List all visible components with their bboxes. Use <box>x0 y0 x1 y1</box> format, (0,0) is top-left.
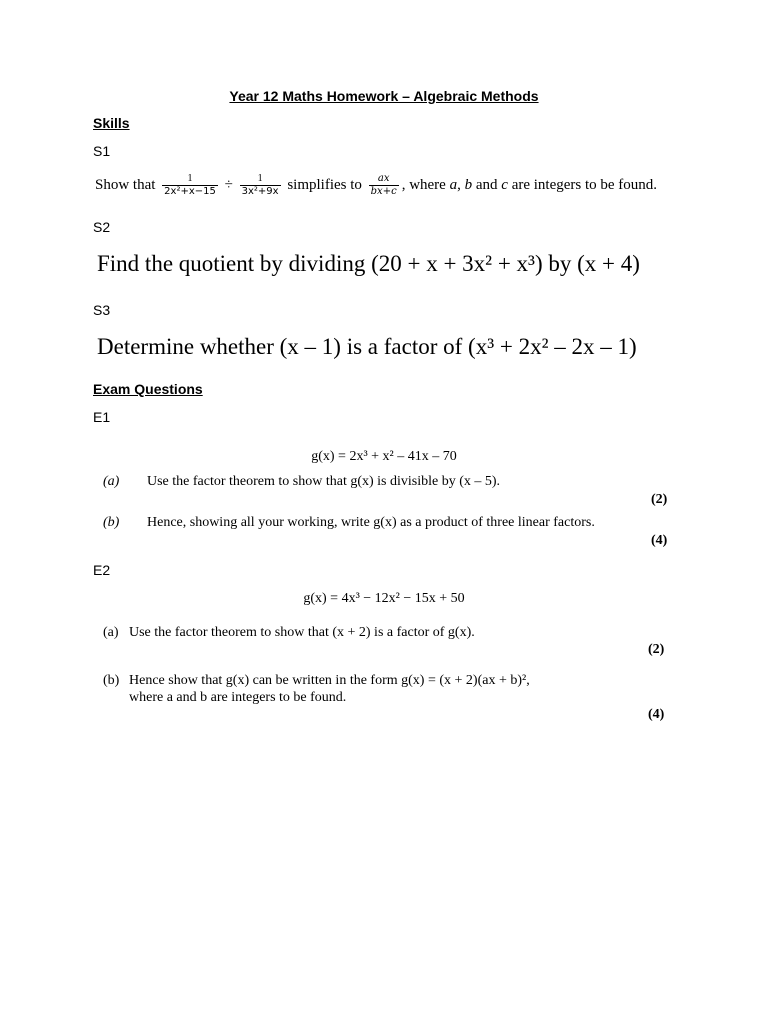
s2-question: Find the quotient by dividing (20 + x + 3x² + x³) by (x + 4) <box>97 251 640 276</box>
s1-question <box>95 168 657 202</box>
e1-equation: g(x) = 2x³ + x² – 41x – 70 <box>311 449 457 464</box>
s1-var-b: b <box>464 177 473 193</box>
s1-fraction-3 <box>369 173 399 198</box>
s1-fraction-3-denominator: bx+c <box>370 186 397 198</box>
s1-comma: , <box>457 177 465 193</box>
question-label-s3: S3 <box>93 302 111 318</box>
question-label-e2: E2 <box>93 562 111 578</box>
e1-part-a-text: Use the factor theorem to show that g(x) is divisible by (x – 5). <box>147 474 501 489</box>
e1-part-b-marks: (4) <box>651 533 668 548</box>
question-label-s1: S1 <box>93 143 111 159</box>
s1-fraction-1-numerator: 1 <box>162 173 218 186</box>
e2-part-a-marks: (2) <box>648 642 665 657</box>
s1-simplifies-to: simplifies to <box>287 177 362 193</box>
s1-tail: are integers to be found. <box>507 177 658 193</box>
page-title: Year 12 Maths Homework – Algebraic Methods <box>229 88 539 104</box>
e1-part-a-marks: (2) <box>651 492 668 507</box>
s1-divide-sign: ÷ <box>224 177 233 193</box>
s1-fraction-3-numerator: ax <box>369 173 399 186</box>
e2-part-b-line-2: where a and b are integers to be found. <box>129 690 347 705</box>
s1-fraction-1 <box>162 173 218 198</box>
e2-part-a-text: Use the factor theorem to show that (x + 2) is a factor of g(x). <box>129 625 475 640</box>
e1-part-a-label: (a) <box>103 474 120 489</box>
s1-var-c: c <box>501 177 508 193</box>
e1-part-b-label: (b) <box>103 515 120 530</box>
e2-part-a-label: (a) <box>103 625 119 640</box>
s1-fraction-2-denominator: 3x²+9x <box>241 186 279 198</box>
s1-where: , where <box>401 177 450 193</box>
question-label-e1: E1 <box>93 409 111 425</box>
e2-part-b-line-1: Hence show that g(x) can be written in the form g(x) = (x + 2)(ax + b)², <box>129 673 530 688</box>
e2-part-b-marks: (4) <box>648 707 665 722</box>
s3-question: Determine whether (x – 1) is a factor of (x³ + 2x² – 2x – 1) <box>97 334 637 359</box>
s1-show-that: Show that <box>95 177 156 193</box>
s1-fraction-1-denominator: 2x²+x−15 <box>164 186 216 198</box>
s1-fraction-2 <box>240 173 281 198</box>
e2-part-b-label: (b) <box>103 673 120 688</box>
skills-heading: Skills <box>93 115 130 131</box>
e1-part-b-text: Hence, showing all your working, write g(x) as a product of three linear factors. <box>147 515 595 530</box>
question-label-s2: S2 <box>93 219 111 235</box>
s1-and: and <box>472 177 502 193</box>
e2-equation: g(x) = 4x³ − 12x² − 15x + 50 <box>303 591 465 606</box>
exam-questions-heading: Exam Questions <box>93 381 203 397</box>
s1-var-a: a <box>449 177 458 193</box>
s1-fraction-2-numerator: 1 <box>240 173 281 186</box>
